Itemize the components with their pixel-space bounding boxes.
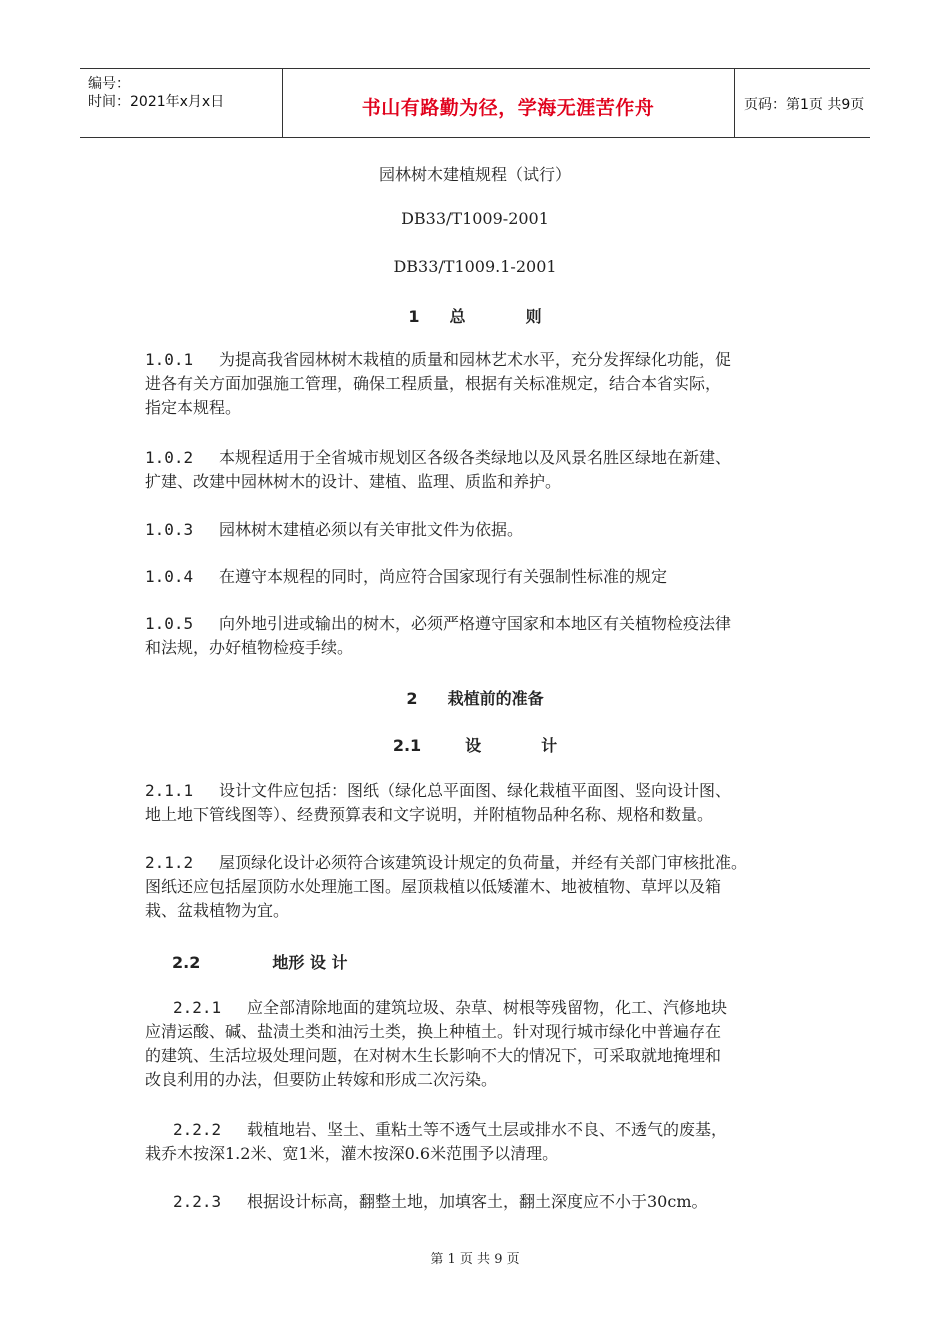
clause-number: 1.0.1 (145, 350, 194, 369)
clause-2-2-2 (145, 1118, 825, 1166)
clause-line: 为提高我省园林树木栽植的质量和园林艺术水平，充分发挥绿化功能，促 (219, 350, 732, 369)
clause-line: 指定本规程。 (145, 398, 242, 417)
header-left-cell (80, 69, 283, 137)
clause-number: 1.0.4 (145, 567, 194, 586)
clause-line: 应清运酸、碱、盐渍土类和油污土类，换上种植土。针对现行城市绿化中普遍存在 (145, 1022, 722, 1041)
std-code-2: DB33/T1009.1-2001 (393, 257, 557, 276)
clause-line: 进各有关方面加强施工管理，确保工程质量，根据有关标准规定，结合本省实际， (145, 374, 722, 393)
clause-line: 设计文件应包括：图纸（绿化总平面图、绿化栽植平面图、竖向设计图、 (219, 781, 732, 800)
clause-line: 载植地岩、坚土、重粘土等不透气土层或排水不良、不透气的废基， (247, 1120, 728, 1139)
clause-2-1-2 (145, 851, 825, 923)
clause-line: 的建筑、生活垃圾处理问题，在对树木生长影响不大的情况下，可采取就地掩埋和 (145, 1046, 722, 1065)
section-2-heading (0, 686, 950, 709)
section-2-1-heading (0, 733, 950, 756)
clause-number: 1.0.5 (145, 614, 194, 633)
clause-line: 本规程适用于全省城市规划区各级各类绿地以及风景名胜区绿地在新建、 (219, 448, 732, 467)
time-label: 时间：2021年x月x日 (88, 94, 225, 110)
clause-1-0-5 (145, 612, 825, 660)
clause-line: 向外地引进或输出的树木，必须严格遵守国家和本地区有关植物检疫法律 (219, 614, 732, 633)
clause-2-2-1 (145, 996, 825, 1092)
clause-number: 2.2.2 (173, 1120, 222, 1139)
code-label: 编号： (88, 76, 130, 92)
clause-line: 园林树木建植必须以有关审批文件为依据。 (219, 520, 524, 539)
section-2-2-heading (172, 950, 348, 973)
clause-number: 2.2.1 (173, 998, 222, 1017)
clause-2-1-1 (145, 779, 825, 827)
page-info: 页码：第1页 共9页 (744, 97, 865, 113)
section-1-heading (0, 304, 950, 327)
clause-line: 在遵守本规程的同时，尚应符合国家现行有关强制性标准的规定 (219, 567, 668, 586)
header-right-cell (734, 69, 870, 137)
motto: 书山有路勤为径，学海无涯苦作舟 (361, 97, 655, 119)
clause-line: 根据设计标高，翻整土地，加填客土，翻土深度应不小于30cm。 (247, 1192, 708, 1211)
section-2-1-number: 2.1 (392, 736, 422, 755)
document-header (80, 68, 870, 138)
section-2-text: 栽植前的准备 (447, 689, 544, 708)
clause-line: 栽乔木按深1.2米、宽1米，灌木按深0.6米范围予以清理。 (145, 1144, 559, 1163)
clause-line: 和法规，办好植物检疫手续。 (145, 638, 354, 657)
clause-1-0-4 (145, 565, 825, 589)
clause-line: 栽、盆栽植物为宜。 (145, 901, 290, 920)
doc-title: 园林树木建植规程（试行） (378, 165, 571, 184)
section-2-1-text: 设 (465, 736, 482, 755)
clause-line: 图纸还应包括屋顶防水处理施工图。屋顶栽植以低矮灌木、地被植物、草坪以及箱 (145, 877, 722, 896)
page-footer: 第 1 页 共 9 页 (430, 1252, 520, 1267)
section-1-text: 总 (449, 307, 466, 326)
clause-number: 1.0.2 (145, 448, 194, 467)
clause-line: 地上地下管线图等）、经费预算表和文字说明，并附植物品种名称、规格和数量。 (145, 805, 714, 824)
header-motto-cell (282, 69, 735, 137)
clause-number: 2.2.3 (173, 1192, 222, 1211)
clause-line: 扩建、改建中园林树木的设计、建植、监理、质监和养护。 (145, 472, 562, 491)
clause-line: 屋顶绿化设计必须符合该建筑设计规定的负荷量，并经有关部门审核批准。 (219, 853, 748, 872)
clause-line: 应全部清除地面的建筑垃圾、杂草、树根等残留物，化工、汽修地块 (247, 998, 728, 1017)
clause-number: 1.0.3 (145, 520, 194, 539)
clause-number: 2.1.2 (145, 853, 194, 872)
clause-1-0-1 (145, 348, 825, 420)
section-1-number: 1 (408, 307, 420, 326)
clause-1-0-2 (145, 446, 825, 494)
clause-number: 2.1.1 (145, 781, 194, 800)
clause-line: 改良利用的办法，但要防止转嫁和形成二次污染。 (145, 1070, 498, 1089)
section-2-1-text-2: 计 (541, 736, 558, 755)
section-1-text-2: 则 (525, 307, 542, 326)
std-code-1: DB33/T1009-2001 (401, 209, 549, 228)
section-2-number: 2 (406, 689, 418, 708)
section-2-2-number: 2.2 (172, 953, 201, 972)
section-2-2-text: 地形 设 计 (272, 953, 348, 972)
clause-2-2-3 (145, 1190, 825, 1214)
clause-1-0-3 (145, 518, 825, 542)
